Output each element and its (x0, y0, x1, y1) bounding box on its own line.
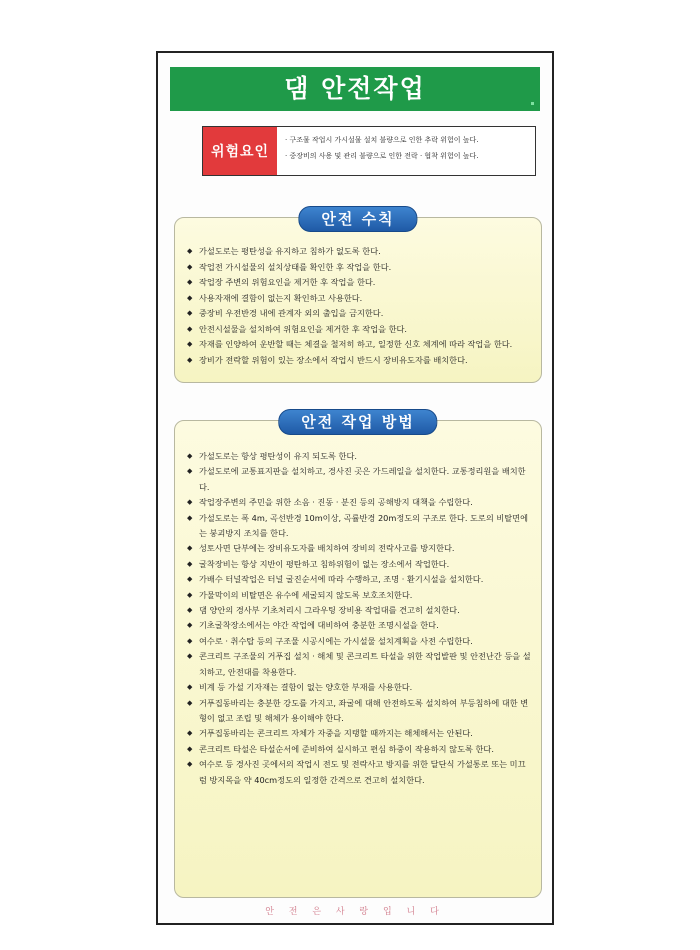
safety-poster (156, 51, 554, 925)
list-item: ◆ 여수로 등 경사진 곳에서의 작업시 전도 및 전락사고 방지를 위한 달단식 가설통로 또는 미끄럼 방지목을 약 40cm정도의 일정한 간격으로 견고히 설치한다. (187, 757, 533, 788)
safe-methods-heading: 안전 작업 방법 (278, 409, 437, 435)
list-item: ◆ 거푸집동바리는 콘크리트 자체가 자중을 지탱할 때까지는 해체해서는 안된다. (187, 726, 533, 741)
list-item: ◆ 가배수 터널작업은 터널 굴진순서에 따라 수행하고, 조명 · 환기시설을 설치한다. (187, 572, 533, 587)
hazard-item: · 구조물 작업시 가시설물 설치 불량으로 인한 추락 위험이 높다. (285, 136, 479, 144)
hazard-list (277, 127, 535, 175)
list-item: ◆ 가설도로는 항상 평탄성이 유지 되도록 한다. (187, 449, 533, 464)
footer-slogan: 안 전 은 사 랑 입 니 다 (265, 907, 445, 917)
list-item: ◆ 굴착장비는 항상 지반이 평탄하고 침하위험이 없는 장소에서 작업한다. (187, 557, 533, 572)
safe-methods-section (174, 413, 542, 898)
list-item: ◆ 자재를 인양하여 운반할 때는 체결을 철저히 하고, 일정한 신호 체계에 따라 작업을 한다. (187, 337, 533, 353)
list-item: ◆ 가설도로에 교통표지판을 설치하고, 경사진 곳은 가드레일을 설치한다. 교통정리원을 배치한다. (187, 464, 533, 495)
safety-rules-list (187, 244, 533, 368)
list-item: ◆ 댐 양안의 경사부 기초처리시 그라우팅 장비용 작업대를 견고히 설치한다. (187, 603, 533, 618)
safe-methods-list (187, 449, 533, 788)
list-item: ◆ 작업전 가시설물의 설치상태를 확인한 후 작업을 한다. (187, 260, 533, 276)
list-item: ◆ 가설도로는 평탄성을 유지하고 침하가 없도록 한다. (187, 244, 533, 260)
safety-rules-heading: 안전 수칙 (298, 206, 417, 232)
page-title (170, 67, 540, 111)
title-decoration (531, 102, 534, 105)
list-item: ◆ 기초굴착장소에서는 야간 작업에 대비하여 충분한 조명시설을 한다. (187, 618, 533, 633)
hazard-box (202, 126, 536, 176)
safety-rules-section (174, 210, 542, 383)
list-item: ◆ 중장비 우전반경 내에 관계자 외의 출입을 금지한다. (187, 306, 533, 322)
list-item: ◆ 안전시설물을 설치하여 위험요인을 제거한 후 작업을 한다. (187, 322, 533, 338)
list-item: ◆ 거푸집동바리는 충분한 강도를 가지고, 좌굴에 대해 안전하도록 설치하여 부등침하에 대한 변형이 없고 조립 및 해체가 용이해야 한다. (187, 696, 533, 727)
list-item: ◆ 가설도로는 폭 4m, 곡선반경 10m이상, 곡률반경 20m정도의 구조로 한다. 도로의 비탈면에는 붕괴방지 조치를 한다. (187, 511, 533, 542)
list-item: ◆ 사용자재에 결함이 없는지 확인하고 사용한다. (187, 291, 533, 307)
list-item: ◆ 작업장 주변의 위험요인을 제거한 후 작업을 한다. (187, 275, 533, 291)
hazard-label: 위험요인 (203, 127, 277, 175)
list-item: ◆ 콘크리트 타설은 타설순서에 준비하여 실시하고 편심 하중이 작용하지 않도록 한다. (187, 742, 533, 757)
list-item: ◆ 비계 등 가설 기자재는 결함이 없는 양호한 부재를 사용한다. (187, 680, 533, 695)
list-item: ◆ 여수로 · 취수탑 등의 구조물 시공시에는 가시설물 설치계획을 사전 수립한다. (187, 634, 533, 649)
list-item: ◆ 가물막이의 비탈면은 유수에 세굴되지 않도록 보호조치한다. (187, 588, 533, 603)
list-item: ◆ 콘크리트 구조물의 거푸집 설치 · 해체 및 콘크리트 타설을 위한 작업발판 및 안전난간 등을 설치하고, 안전대를 착용한다. (187, 649, 533, 680)
list-item: ◆ 작업장주변의 주민을 위한 소음 · 진동 · 분진 등의 공해방지 대책을 수립한다. (187, 495, 533, 510)
title-text: 댐 안전작업 (284, 74, 426, 103)
hazard-item: · 중장비의 사용 및 관리 불량으로 인한 전락 · 협착 위험이 높다. (285, 152, 479, 160)
list-item: ◆ 장비가 전락할 위험이 있는 장소에서 작업시 반드시 장비유도자를 배치한다. (187, 353, 533, 369)
list-item: ◆ 성토사면 단부에는 장비유도자를 배치하여 장비의 전락사고를 방지한다. (187, 541, 533, 556)
